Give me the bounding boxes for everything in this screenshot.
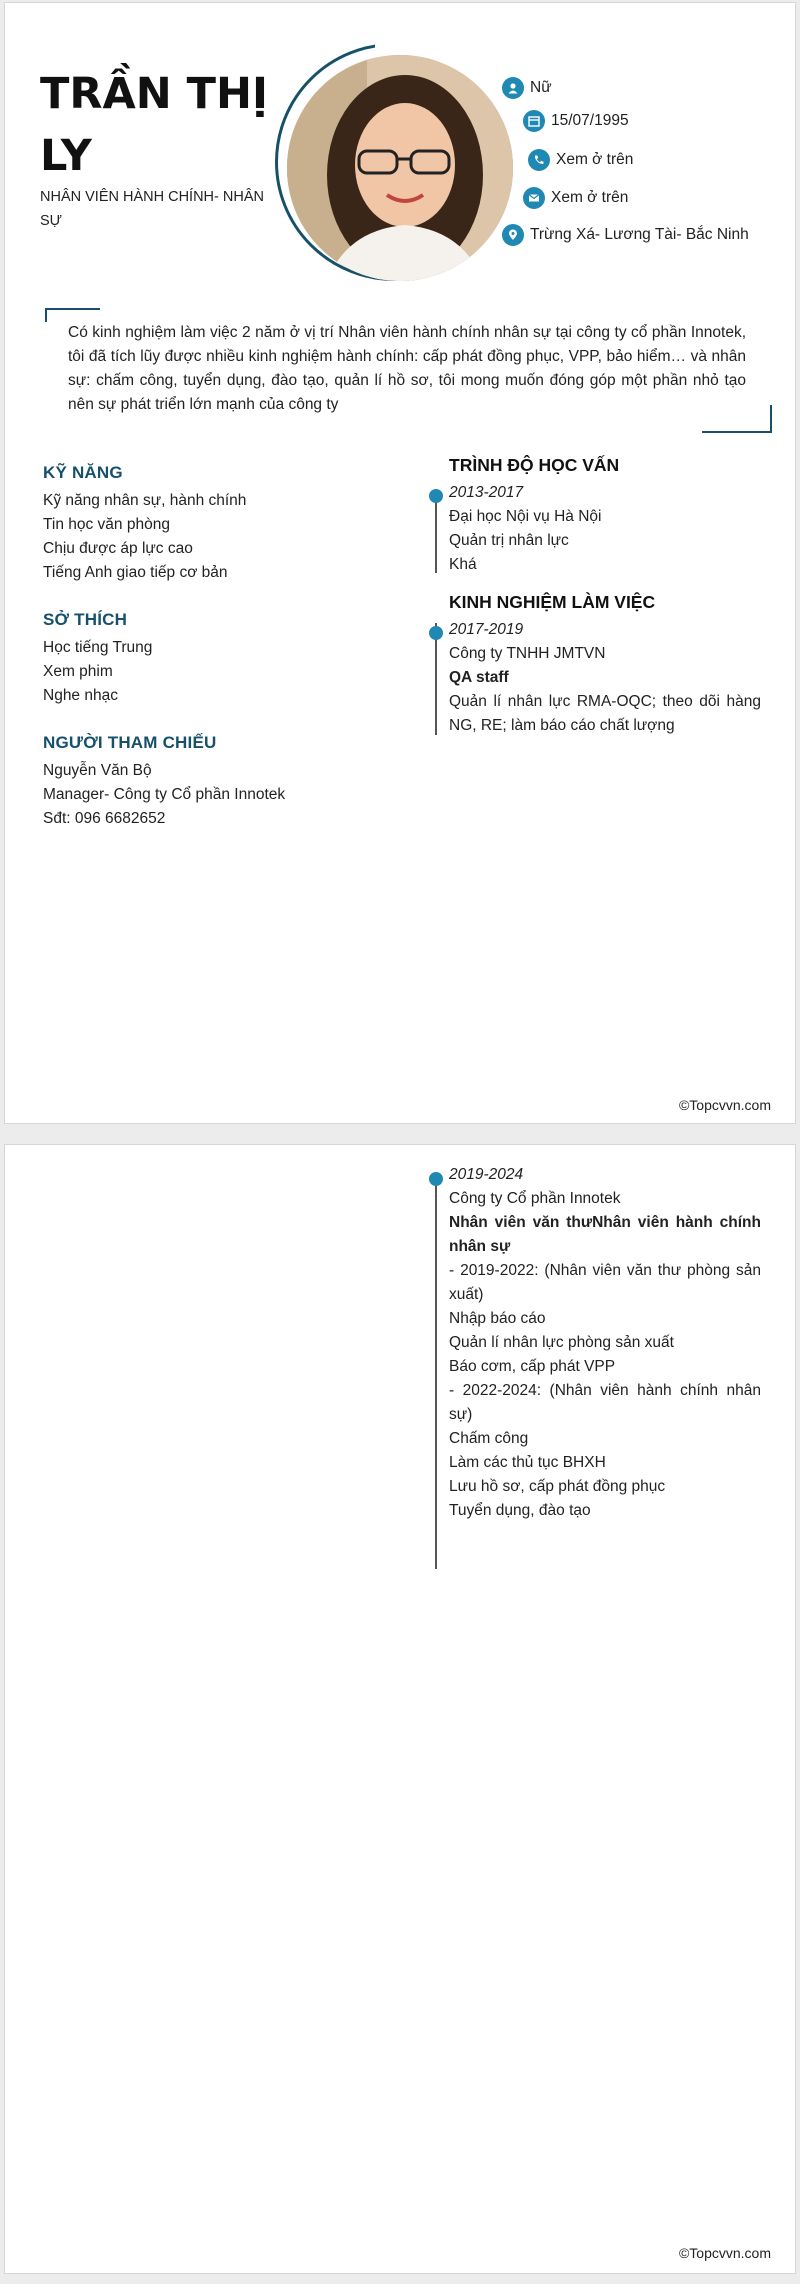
job2-position: Nhân viên văn thưNhân viên hành chính nhân sự <box>449 1214 761 1255</box>
experience-timeline-line-cont <box>435 1173 437 1569</box>
summary-frame-top-left <box>45 308 100 322</box>
birthday-value: 15/07/1995 <box>551 112 629 129</box>
hobby-item: Xem phim <box>43 663 113 680</box>
education-timeline-dot <box>429 489 443 503</box>
contact-address <box>502 224 792 246</box>
reference-item: Nguyễn Văn Bộ <box>43 762 152 779</box>
email-icon <box>523 187 545 209</box>
job-title: NHÂN VIÊN HÀNH CHÍNH- NHÂN SỰ <box>40 189 264 229</box>
email-value: Xem ở trên <box>551 189 629 206</box>
job2-line: Nhập báo cáo <box>449 1310 546 1327</box>
skills-title: KỸ NĂNG <box>43 463 123 482</box>
references-title: NGƯỜI THAM CHIẾU <box>43 733 217 752</box>
education-timeline-line <box>435 493 437 573</box>
job2-company: Công ty Cổ phần Innotek <box>449 1190 621 1207</box>
education-title: TRÌNH ĐỘ HỌC VẤN <box>449 455 620 475</box>
cv-page-2 <box>4 1144 796 2274</box>
education-entry <box>449 481 761 577</box>
gender-value: Nữ <box>530 79 552 96</box>
job2-line: Quản lí nhân lực phòng sản xuất <box>449 1334 674 1351</box>
phone-value: Xem ở trên <box>556 151 634 168</box>
skill-item: Tiếng Anh giao tiếp cơ bản <box>43 564 228 581</box>
job2-line: Chấm công <box>449 1430 529 1447</box>
location-icon <box>502 224 524 246</box>
experience-title: KINH NGHIỆM LÀM VIỆC <box>449 592 656 612</box>
contact-phone <box>528 149 800 171</box>
job2-line: Báo cơm, cấp phát VPP <box>449 1358 616 1375</box>
phone-icon <box>528 149 550 171</box>
job1-period: 2017-2019 <box>449 621 524 638</box>
education-school: Đại học Nội vụ Hà Nội <box>449 508 602 525</box>
skills-list <box>43 489 246 585</box>
job2-line: Lưu hồ sơ, cấp phát đồng phục <box>449 1478 666 1495</box>
experience-entry-1 <box>449 618 761 738</box>
job2-line: Tuyển dụng, đào tạo <box>449 1502 591 1519</box>
references-list <box>43 759 285 831</box>
contact-email <box>523 187 800 209</box>
contact-birthday <box>523 110 800 132</box>
job2-line: - 2022-2024: (Nhân viên hành chính nhân sự) <box>449 1382 761 1423</box>
hobby-item: Nghe nhạc <box>43 687 118 704</box>
skill-item: Kỹ năng nhân sự, hành chính <box>43 492 247 509</box>
education-major: Quản trị nhân lực <box>449 532 569 549</box>
skill-item: Chịu được áp lực cao <box>43 540 193 557</box>
cv-page-1 <box>4 2 796 1124</box>
footer-copyright: ©Topcvvn.com <box>678 1097 771 1113</box>
experience-timeline-dot <box>429 1172 443 1186</box>
footer-copyright: ©Topcvvn.com <box>678 2245 771 2261</box>
skill-item: Tin học văn phòng <box>43 516 170 533</box>
experience-entry-2 <box>449 1163 761 1523</box>
address-value: Trừng Xá- Lương Tài- Bắc Ninh <box>530 226 749 243</box>
job1-position: QA staff <box>449 669 509 686</box>
education-grade: Khá <box>449 556 477 573</box>
career-summary: Có kinh nghiệm làm việc 2 năm ở vị trí Nhân viên hành chính nhân sự tại công ty cổ phần Innotek, tôi đã tích lũy được nhiều kinh nghiệm hành chính: cấp phát đồng phục, VPP, bảo hiểm… và nhân sự: chấm công, tuyển dụng, đào tạo, quản lí hồ sơ, tôi mong muốn đóng góp một phần nhỏ tạo nên sự phát triển lớn mạnh của công ty <box>68 324 746 413</box>
reference-item: Sđt: 096 6682652 <box>43 810 166 827</box>
job1-company: Công ty TNHH JMTVN <box>449 645 606 662</box>
hobby-item: Học tiếng Trung <box>43 639 153 656</box>
contact-gender <box>502 77 792 99</box>
calendar-icon <box>523 110 545 132</box>
user-icon <box>502 77 524 99</box>
hobbies-title: SỞ THÍCH <box>43 610 128 629</box>
candidate-name: TRẦN THỊ LY <box>40 69 268 181</box>
experience-timeline-dot <box>429 626 443 640</box>
summary-frame-bottom-right <box>702 405 772 433</box>
profile-photo <box>287 55 513 281</box>
job1-description: Quản lí nhân lực RMA-OQC; theo dõi hàng NG, RE; làm báo cáo chất lượng <box>449 693 761 734</box>
job2-period: 2019-2024 <box>449 1166 524 1183</box>
reference-item: Manager- Công ty Cổ phần Innotek <box>43 786 286 803</box>
education-period: 2013-2017 <box>449 484 524 501</box>
job2-line: Làm các thủ tục BHXH <box>449 1454 606 1471</box>
hobbies-list <box>43 636 152 708</box>
job2-line: - 2019-2022: (Nhân viên văn thư phòng sản xuất) <box>449 1262 761 1303</box>
